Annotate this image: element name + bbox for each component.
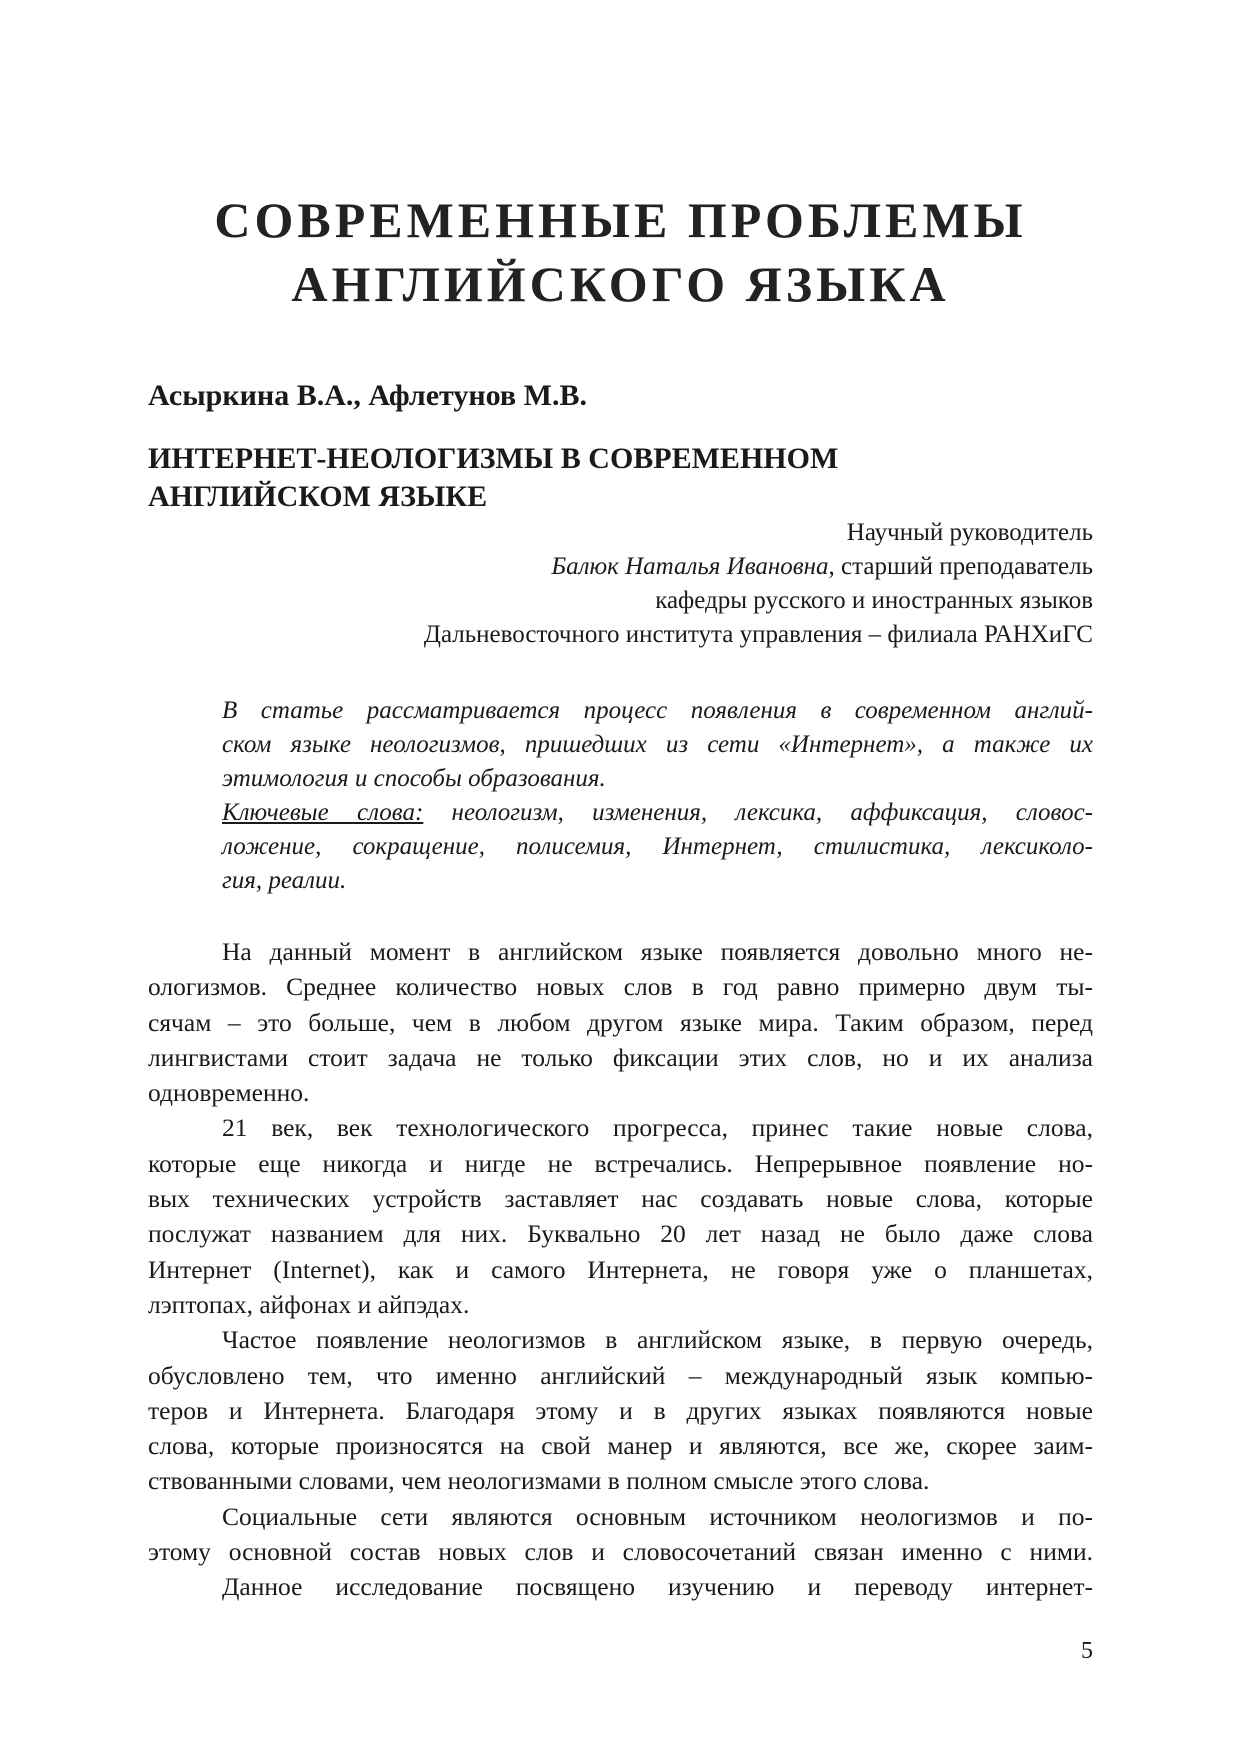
body-line: лингвистами стоит задача не только фиксации этих слов, но и их анализа: [148, 1042, 1093, 1072]
keywords-line-2: ложение, сокращение, полисемия, Интернет, стилистика, лексиколо-: [222, 833, 1093, 860]
body-line: На данный момент в английском языке появляется довольно много не-: [222, 937, 1093, 966]
body-line: теров и Интернета. Благодаря этому и в других языках появляются новые: [148, 1395, 1093, 1425]
body-line: Данное исследование посвящено изучению и переводу интернет-: [222, 1572, 1093, 1602]
supervisor-name: Балюк Наталья Ивановна: [551, 553, 829, 580]
body-line: ологизмов. Среднее количество новых слов в год равно примерно двум ты-: [148, 972, 1093, 1002]
body-line: ствованными словами, чем неологизмами в полном смысле этого слова.: [148, 1466, 930, 1496]
body-line: вых технических устройств заставляет нас создавать новые слова, которые: [148, 1184, 1093, 1214]
abstract-line-3: этимология и способы образования.: [222, 765, 606, 792]
section-title: [0, 188, 1241, 316]
supervisor-block: [424, 516, 1093, 652]
section-title-line-1: СОВРЕМЕННЫЕ ПРОБЛЕМЫ: [214, 192, 1027, 248]
body-line: этому основной состав новых слов и словосочетаний связан именно с ними.: [148, 1537, 1093, 1567]
body-line: которые еще никогда и нигде не встречались. Непрерывное появление но-: [148, 1148, 1093, 1178]
body-line: одновременно.: [148, 1078, 310, 1108]
body-line: сячам – это больше, чем в любом другом языке мира. Таким образом, перед: [148, 1007, 1093, 1037]
page-number: 5: [1081, 1638, 1093, 1664]
body-line: Интернет (Internet), как и самого Интернета, не говоря уже о планшетах,: [148, 1254, 1093, 1284]
body-line: Частое появление неологизмов в английском языке, в первую очередь,: [222, 1325, 1093, 1355]
keywords-label: Ключевые слова:: [222, 799, 424, 826]
abstract-line-2: ском языке неологизмов, пришедших из сети «Интернет», а также их: [222, 731, 1093, 758]
abstract-line-1: В статье рассматривается процесс появления в современном англий-: [222, 697, 1093, 724]
section-title-line-2: АНГЛИЙСКОГО ЯЗЫКА: [291, 256, 950, 312]
abstract: [222, 694, 1093, 898]
keywords-line-3: гия, реалии.: [222, 867, 347, 894]
supervisor-institution: Дальневосточного института управления – филиала РАНХиГС: [423, 621, 1093, 648]
article-title-line-2: АНГЛИЙСКОМ ЯЗЫКЕ: [148, 480, 488, 513]
keywords-line-1: [222, 796, 1093, 830]
body-line: 21 век, век технологического прогресса, принес такие новые слова,: [222, 1113, 1093, 1143]
supervisor-department: кафедры русского и иностранных языков: [655, 587, 1093, 614]
body-text: [148, 934, 1093, 1605]
body-line: лэптопах, айфонах и айпэдах.: [148, 1289, 470, 1319]
article-title-line-1: ИНТЕРНЕТ-НЕОЛОГИЗМЫ В СОВРЕМЕННОМ: [148, 442, 839, 475]
supervisor-label: Научный руководитель: [846, 519, 1093, 546]
article-authors: Асыркина В.А., Афлетунов М.В.: [148, 379, 587, 412]
body-line: слова, которые произносятся на свой манер и являются, все же, скорее заим-: [148, 1431, 1093, 1461]
body-line: обусловлено тем, что именно английский – международный язык компью-: [148, 1360, 1093, 1390]
supervisor-position: , старший преподаватель: [828, 553, 1093, 580]
article-title: [148, 440, 838, 516]
keywords-line-1-text: неологизм, изменения, лексика, аффиксация, словос-: [423, 799, 1093, 826]
body-line: послужат названием для них. Буквально 20 лет назад не было даже слова: [148, 1219, 1093, 1249]
supervisor-name-line: [424, 550, 1093, 584]
body-line: Социальные сети являются основным источником неологизмов и по-: [222, 1501, 1093, 1531]
